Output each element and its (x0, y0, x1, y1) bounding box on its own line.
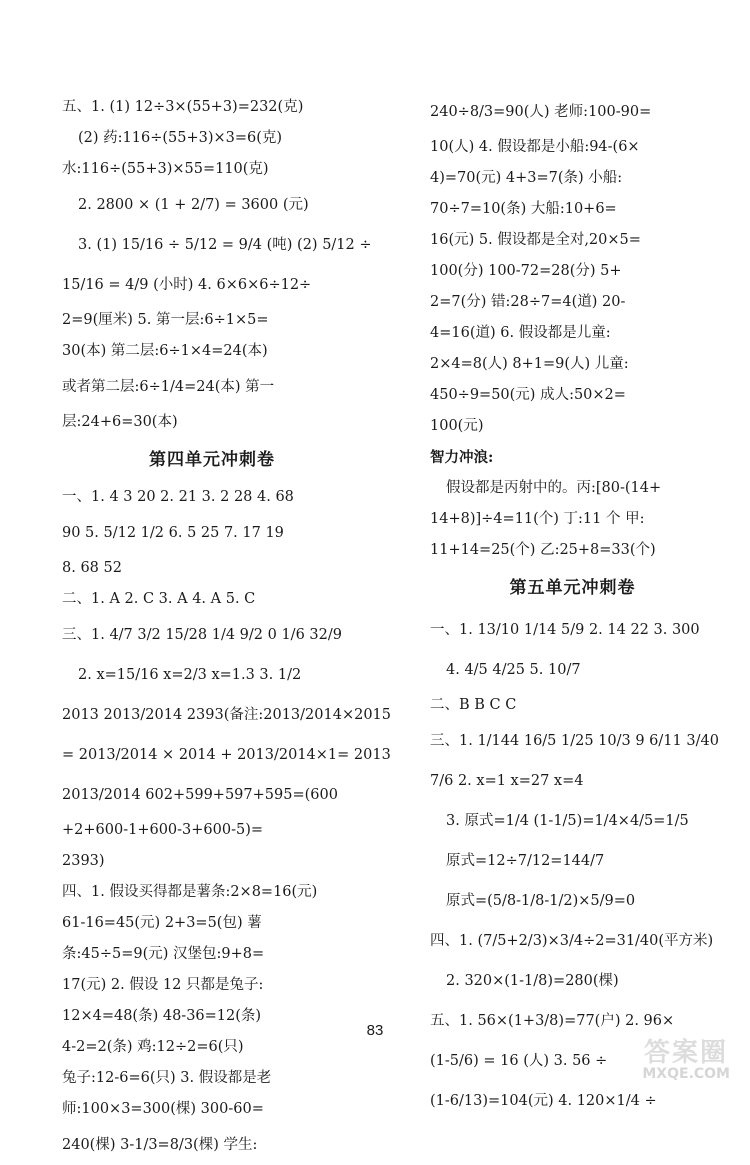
answer-line: 70÷7=10(条) 大船:10+6= (430, 201, 617, 217)
answer-line: 90 5. 5/12 1/2 6. 5 25 7. 17 19 (62, 525, 284, 541)
answer-line: 师:100×3=300(棵) 300-60= (62, 1101, 264, 1117)
section-title: 第四单元冲刺卷 (149, 450, 275, 470)
answer-line: 17(元) 2. 假设 12 只都是兔子: (62, 977, 264, 993)
answer-line: 4)=70(元) 4+3=7(条) 小船: (430, 170, 623, 186)
answer-line: +2+600-1+600-3+600-5)= (62, 822, 264, 838)
answer-line: 假设都是丙射中的。丙:[80-(14+ (446, 480, 662, 496)
answer-line: 一、1. 13/10 1/14 5/9 2. 14 22 3. 300 (430, 622, 700, 638)
answer-line: = 2013/2014 × 2014 + 2013/2014×1= 2013 (62, 747, 391, 763)
answer-line: 或者第二层:6÷1/4=24(本) 第一 (62, 379, 275, 395)
answer-line: 2=9(厘米) 5. 第一层:6÷1×5= (62, 312, 269, 328)
answer-line: 240÷8/3=90(人) 老师:100-90= (430, 104, 652, 120)
answer-line: 11+14=25(个) 乙:25+8=33(个) (430, 542, 656, 558)
watermark-url: MXQE.COM (642, 1066, 730, 1082)
answer-line: 12×4=48(条) 48-36=12(条) (62, 1008, 262, 1024)
answer-line: 四、1. (7/5+2/3)×3/4÷2=31/40(平方米) (430, 933, 714, 949)
answer-line: 2393) (62, 853, 105, 869)
right-column (430, 92, 719, 1121)
watermark-logo: 答案圈 (643, 1038, 728, 1068)
section-title: 第五单元冲刺卷 (509, 578, 636, 598)
answer-line: 14+8)]÷4=11(个) 丁:11 个 甲: (430, 511, 645, 527)
answer-line: 2. x=15/16 x=2/3 x=1.3 3. 1/2 (78, 667, 302, 683)
answer-line: 2013/2014 602+599+597+595=(600 (62, 787, 338, 803)
answer-line: 原式=(5/8-1/8-1/2)×5/9=0 (446, 893, 636, 909)
answer-line: 一、1. 4 3 20 2. 21 3. 2 28 4. 68 (62, 489, 294, 505)
answer-line: 8. 68 52 (62, 560, 122, 576)
answer-line: 五、1. 56×(1+3/8)=77(户) 2. 96× (430, 1013, 675, 1029)
answer-line: 智力冲浪: (430, 449, 494, 466)
answer-line: 三、1. 4/7 3/2 15/28 1/4 9/2 0 1/6 32/9 (62, 627, 342, 643)
answer-line: 4=16(道) 6. 假设都是儿童: (430, 325, 611, 341)
answer-line: 7/6 2. x=1 x=27 x=4 (430, 773, 584, 789)
answer-line: 水:116÷(55+3)×55=110(克) (62, 161, 269, 177)
answer-line: 4-2=2(条) 鸡:12÷2=6(只) (62, 1039, 244, 1055)
answer-line: 2. 2800 × (1 + 2/7) = 3600 (元) (78, 197, 309, 213)
answer-line: 2×4=8(人) 8+1=9(人) 儿童: (430, 356, 629, 372)
answer-line: 二、1. A 2. C 3. A 4. A 5. C (62, 591, 256, 607)
answer-line: 2. 320×(1-1/8)=280(棵) (446, 973, 619, 989)
answer-line: 2=7(分) 错:28÷7=4(道) 20- (430, 294, 626, 310)
answer-line: 3. (1) 15/16 ÷ 5/12 = 9/4 (吨) (2) 5/12 ÷ (78, 237, 372, 253)
answer-line: 100(元) (430, 418, 484, 434)
answer-line: 二、B B C C (430, 697, 517, 713)
answer-line: (2) 药:116÷(55+3)×3=6(克) (78, 130, 283, 146)
answer-line: 4. 4/5 4/25 5. 10/7 (446, 662, 581, 678)
answer-line: 61-16=45(元) 2+3=5(包) 薯 (62, 915, 262, 931)
answer-line: 10(人) 4. 假设都是小船:94-(6× (430, 139, 640, 155)
answer-line: 450÷9=50(元) 成人:50×2= (430, 387, 626, 403)
answer-line: (1-5/6) = 16 (人) 3. 56 ÷ (430, 1053, 608, 1069)
answer-line: 15/16 = 4/9 (小时) 4. 6×6×6÷12÷ (62, 277, 312, 293)
answer-line: 原式=12÷7/12=144/7 (446, 853, 605, 869)
answer-line: 五、1. (1) 12÷3×(55+3)=232(克) (62, 99, 304, 115)
left-column (62, 92, 391, 1165)
answer-line: 30(本) 第二层:6÷1×4=24(本) (62, 343, 268, 359)
answer-line: 层:24+6=30(本) (62, 414, 178, 430)
answer-line: 16(元) 5. 假设都是全对,20×5= (430, 232, 641, 248)
answer-line: 3. 原式=1/4 (1-1/5)=1/4×4/5=1/5 (446, 813, 689, 829)
answer-line: (1-6/13)=104(元) 4. 120×1/4 ÷ (430, 1093, 657, 1109)
answer-line: 100(分) 100-72=28(分) 5+ (430, 263, 622, 279)
answer-line: 条:45÷5=9(元) 汉堡包:9+8= (62, 946, 265, 962)
answer-line: 兔子:12-6=6(只) 3. 假设都是老 (62, 1070, 272, 1086)
answer-line: 240(棵) 3-1/3=8/3(棵) 学生: (62, 1137, 258, 1153)
answer-line: 2013 2013/2014 2393(备注:2013/2014×2015 (62, 707, 391, 723)
answer-line: 四、1. 假设买得都是薯条:2×8=16(元) (62, 884, 318, 900)
page-number: 83 (366, 1022, 384, 1039)
answer-line: 三、1. 1/144 16/5 1/25 10/3 9 6/11 3/40 (430, 733, 719, 749)
